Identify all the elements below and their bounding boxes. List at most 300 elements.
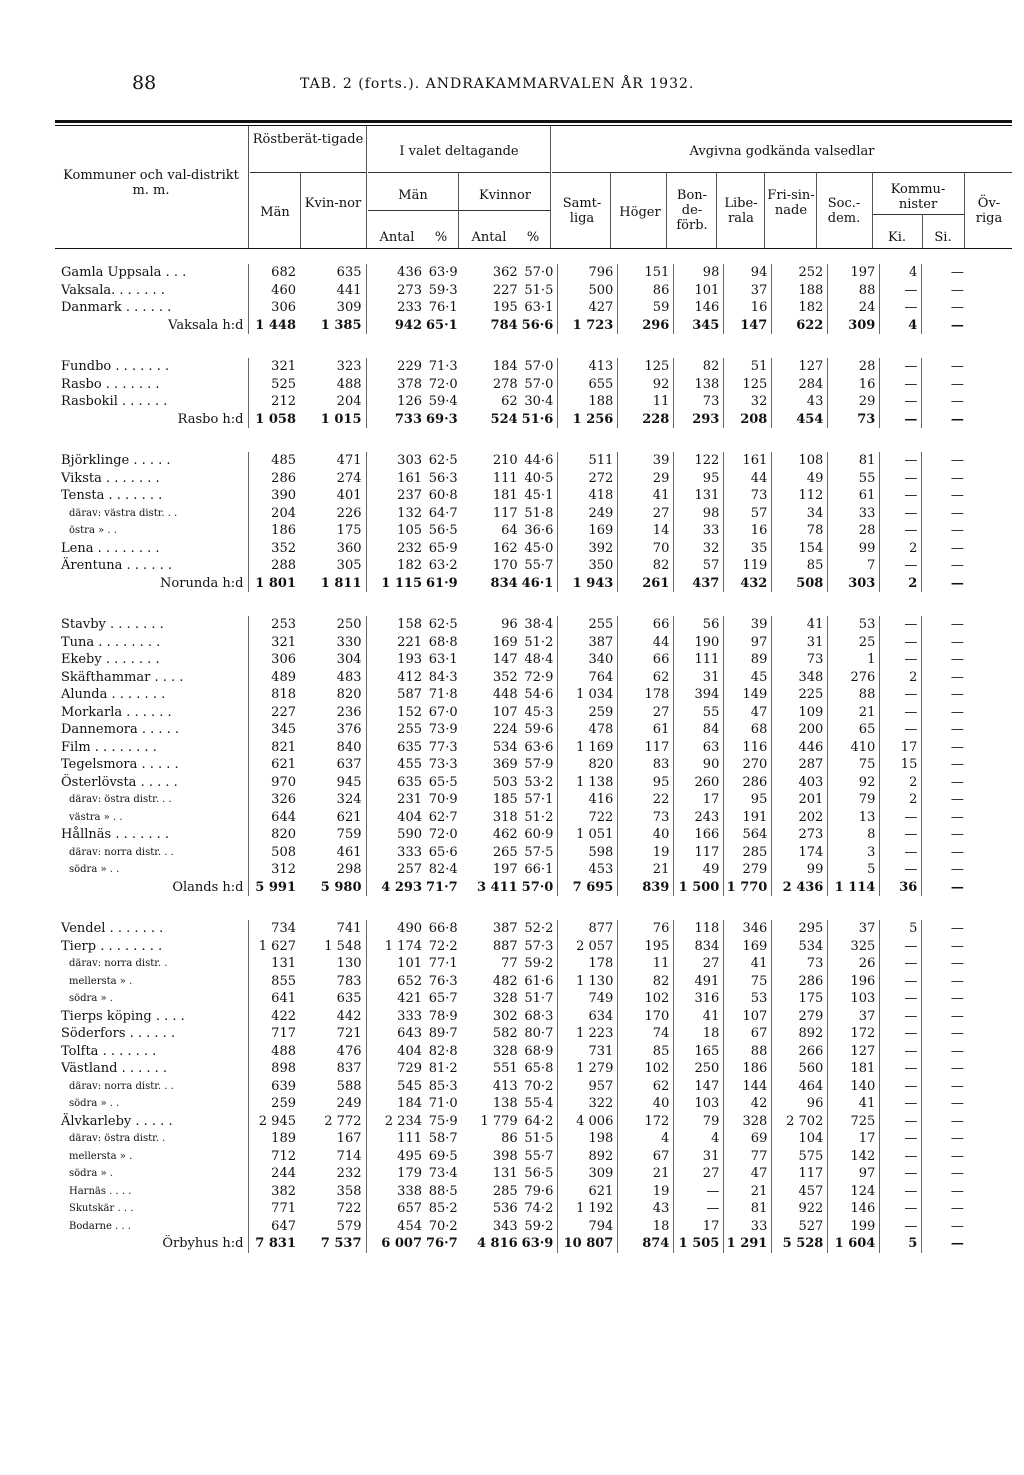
cell-value: —: [880, 282, 922, 300]
cell-value: 86: [501, 1131, 518, 1146]
cell-value: 70·9: [428, 792, 458, 807]
table-row: [55, 826, 968, 844]
cell-value: 874: [618, 1235, 674, 1253]
cell-value: 101: [674, 282, 724, 300]
cell-value: 77: [501, 956, 518, 971]
cell-value: 284: [772, 376, 828, 394]
cell-value: 1 058: [248, 411, 300, 429]
cell-value: 14: [618, 522, 674, 540]
cell-value: 51·5: [524, 1131, 554, 1146]
cell-value: 560: [772, 1060, 828, 1078]
cell-value: 575: [772, 1148, 828, 1166]
cell-value: 41: [618, 487, 674, 505]
cell-value: 325: [828, 938, 880, 956]
cell-value: 326: [248, 791, 300, 809]
cell-value: —: [880, 358, 922, 376]
cell-value: 1 448: [248, 317, 300, 335]
cell-value: 154: [772, 540, 828, 558]
cell-value: 877: [558, 920, 618, 938]
cell-value: —: [922, 1060, 968, 1078]
header-kommun: Kommuner och val-distrikt m. m.: [63, 168, 239, 198]
cell-value: 62: [618, 1078, 674, 1096]
cell-value: —: [922, 861, 968, 879]
cell-value: 82: [674, 358, 724, 376]
table-row-total: [55, 575, 968, 593]
district-name: därav: norra distr. . .: [69, 846, 174, 858]
cell-value: 2 234: [366, 1113, 426, 1131]
cell-value: 185: [492, 792, 518, 807]
cell-value: 454: [366, 1218, 426, 1236]
cell-value: 309: [558, 1165, 618, 1183]
cell-value: 508: [248, 844, 300, 862]
cell-value: 345: [674, 317, 724, 335]
district-name: Ekeby . . . . . . .: [61, 652, 160, 667]
cell-value: 410: [828, 739, 880, 757]
cell-value: —: [922, 411, 968, 429]
cell-value: 179: [366, 1165, 426, 1183]
table-row: [55, 393, 968, 411]
cell-value: 64: [501, 523, 518, 538]
header-rule: [368, 172, 550, 173]
table-row: [55, 756, 968, 774]
district-name: Vaksala h:d: [168, 317, 244, 333]
cell-value: 165: [674, 1043, 724, 1061]
cell-value: 39: [618, 452, 674, 470]
cell-value: 1 291: [724, 1235, 772, 1253]
cell-value: 1 723: [558, 317, 618, 335]
cell-value: 79·6: [524, 1183, 554, 1199]
district-name: Tierps köping . . . .: [61, 1008, 185, 1024]
cell-value: 250: [336, 617, 362, 632]
district-name: Älvkarleby . . . . .: [61, 1113, 173, 1129]
header-samtliga: Samt-liga: [562, 196, 602, 226]
header-divider: [366, 126, 367, 248]
cell-value: 233: [366, 299, 426, 317]
cell-value: —: [880, 1165, 922, 1183]
cell-value: 188: [558, 393, 618, 411]
cell-value: 42: [724, 1095, 772, 1113]
cell-value: 227: [248, 704, 300, 722]
cell-value: 33: [674, 522, 724, 540]
cell-value: 55·7: [524, 1148, 554, 1164]
cell-value: 534: [772, 938, 828, 956]
cell-value: 287: [772, 756, 828, 774]
cell-value: —: [880, 1218, 922, 1236]
cell-value: 21: [724, 1183, 772, 1201]
cell-value: 44·6: [524, 453, 554, 468]
cell-value: 942: [366, 317, 426, 335]
table-row: [55, 1043, 968, 1061]
header-socdem: Soc.-dem.: [827, 196, 861, 226]
cell-value: 346: [724, 920, 772, 938]
header-kvinnor: Kvin-nor: [304, 196, 362, 211]
cell-value: 1 505: [674, 1235, 724, 1253]
cell-value: 350: [558, 557, 618, 575]
cell-value: 19: [618, 1183, 674, 1201]
cell-value: 784: [490, 317, 518, 333]
cell-value: 1 114: [828, 879, 880, 897]
cell-value: 74: [618, 1025, 674, 1043]
cell-value: 80·7: [524, 1026, 554, 1041]
cell-value: 73·4: [428, 1166, 458, 1181]
header-rule: [552, 172, 1012, 173]
cell-value: 75: [828, 756, 880, 774]
cell-value: 190: [674, 634, 724, 652]
cell-value: 63·1: [428, 652, 458, 667]
cell-value: 490: [366, 920, 426, 938]
cell-value: 81: [724, 1200, 772, 1218]
cell-value: 621: [336, 809, 362, 825]
cell-value: 111: [492, 470, 518, 486]
cell-value: 151: [618, 264, 674, 282]
cell-value: 464: [772, 1078, 828, 1096]
header-avgivna: Avgivna godkända valsedlar: [689, 144, 875, 159]
cell-value: 41: [674, 1008, 724, 1026]
cell-value: 27: [674, 1165, 724, 1183]
cell-value: —: [922, 1200, 968, 1218]
cell-value: —: [880, 704, 922, 722]
table-row-subdistrict: [55, 1218, 968, 1236]
cell-value: 525: [248, 376, 300, 394]
header-divider: [716, 172, 717, 248]
district-name: Norunda h:d: [160, 575, 244, 591]
cell-value: 21: [828, 704, 880, 722]
cell-value: 92: [828, 774, 880, 792]
table-row: [55, 487, 968, 505]
cell-value: 293: [674, 411, 724, 429]
cell-value: —: [922, 809, 968, 827]
cell-value: 957: [558, 1078, 618, 1096]
cell-value: 62: [618, 669, 674, 687]
cell-value: 47: [724, 1165, 772, 1183]
cell-value: 1: [828, 651, 880, 669]
header-rule: [250, 172, 366, 173]
cell-value: 178: [558, 955, 618, 973]
cell-value: 43: [772, 393, 828, 411]
district-name: Lena . . . . . . . .: [61, 540, 160, 556]
header-rule: [368, 210, 550, 211]
cell-value: 69·3: [426, 411, 458, 427]
cell-value: 30·4: [524, 394, 554, 409]
cell-value: 66·1: [524, 862, 554, 877]
table-row-subdistrict: [55, 1130, 968, 1148]
cell-value: 17: [674, 1218, 724, 1236]
header-divider: [764, 172, 765, 248]
cell-value: 309: [336, 300, 362, 315]
cell-value: 41: [724, 955, 772, 973]
cell-value: 376: [336, 722, 362, 737]
cell-value: 422: [248, 1008, 300, 1026]
cell-value: 4 816: [476, 1236, 518, 1251]
cell-value: 2: [880, 540, 922, 558]
cell-value: 330: [336, 634, 362, 650]
cell-value: 62: [501, 394, 518, 409]
district-name: Örbyhus h:d: [162, 1236, 244, 1251]
cell-value: 74·2: [524, 1201, 554, 1216]
cell-value: 892: [558, 1148, 618, 1166]
cell-value: 56·5: [428, 523, 458, 538]
cell-value: 27: [618, 704, 674, 722]
cell-value: 265: [492, 844, 518, 860]
cell-value: 131: [248, 955, 300, 973]
cell-value: 722: [558, 809, 618, 827]
cell-value: 224: [492, 722, 518, 737]
cell-value: —: [922, 317, 968, 335]
cell-value: 44: [618, 634, 674, 652]
cell-value: 101: [366, 955, 426, 973]
cell-value: 41: [828, 1095, 880, 1113]
cell-value: 16: [724, 522, 772, 540]
cell-value: 3: [828, 844, 880, 862]
cell-value: 39: [724, 616, 772, 634]
cell-value: 362: [492, 265, 518, 280]
cell-value: 52·2: [524, 921, 554, 936]
cell-value: 59·2: [524, 956, 554, 971]
cell-value: 1 943: [558, 575, 618, 593]
cell-value: 181: [492, 488, 518, 503]
cell-value: 75·9: [428, 1113, 458, 1129]
cell-value: 1 256: [558, 411, 618, 429]
cell-value: —: [880, 1043, 922, 1061]
cell-value: 273: [772, 826, 828, 844]
cell-value: 27: [674, 955, 724, 973]
cell-value: 76: [618, 920, 674, 938]
cell-value: 274: [336, 470, 362, 486]
cell-value: —: [880, 616, 922, 634]
cell-value: 85: [618, 1043, 674, 1061]
cell-value: 92: [618, 376, 674, 394]
cell-value: —: [880, 1148, 922, 1166]
cell-value: 898: [248, 1060, 300, 1078]
cell-value: 69·5: [428, 1148, 458, 1164]
cell-value: 76·7: [426, 1236, 458, 1251]
district-name: därav: norra distr. . .: [69, 1080, 174, 1092]
cell-value: 285: [724, 844, 772, 862]
page-header: [0, 72, 1024, 102]
cell-value: 102: [618, 1060, 674, 1078]
cell-value: 81·2: [428, 1061, 458, 1076]
header-si: Si.: [934, 230, 952, 245]
cell-value: —: [922, 826, 968, 844]
cell-value: —: [880, 990, 922, 1008]
cell-value: 19: [618, 844, 674, 862]
table-row-subdistrict: [55, 1200, 968, 1218]
cell-value: 421: [366, 990, 426, 1008]
cell-value: 166: [674, 826, 724, 844]
cell-value: 491: [674, 973, 724, 991]
district-name: därav: östra distr. . .: [69, 794, 172, 805]
cell-value: 590: [366, 826, 426, 844]
cell-value: 51·2: [524, 809, 554, 825]
cell-value: 7 695: [558, 879, 618, 897]
cell-value: 10 807: [558, 1235, 618, 1253]
cell-value: —: [922, 990, 968, 1008]
cell-value: 821: [248, 739, 300, 757]
cell-value: 587: [366, 686, 426, 704]
cell-value: 61: [828, 487, 880, 505]
cell-value: 250: [674, 1060, 724, 1078]
cell-value: —: [922, 1218, 968, 1236]
cell-value: 721: [336, 1026, 362, 1041]
header-divider: [458, 172, 459, 248]
table-row-total: [55, 1235, 968, 1253]
cell-value: 55: [674, 704, 724, 722]
cell-value: 59·4: [428, 394, 458, 409]
cell-value: 298: [336, 862, 362, 877]
cell-value: —: [922, 1113, 968, 1131]
cell-value: 733: [366, 411, 426, 429]
row-spacer: [55, 334, 968, 358]
cell-value: 63·1: [524, 300, 554, 315]
cell-value: 67: [724, 1025, 772, 1043]
cell-value: 794: [558, 1218, 618, 1236]
header-rostberattigade: Röstberät-tigade: [252, 132, 364, 147]
cell-value: 99: [828, 540, 880, 558]
cell-value: 485: [248, 452, 300, 470]
cell-value: 536: [492, 1201, 518, 1216]
cell-value: 348: [772, 669, 828, 687]
header-kommunister: Kommu-nister: [890, 182, 946, 212]
district-name: Alunda . . . . . . .: [61, 687, 166, 702]
cell-value: 276: [828, 669, 880, 687]
table-row-subdistrict: [55, 861, 968, 879]
table-body: [55, 264, 968, 1253]
cell-value: 471: [336, 453, 362, 468]
cell-value: —: [922, 540, 968, 558]
cell-value: 387: [558, 634, 618, 652]
cell-value: 1 169: [558, 739, 618, 757]
cell-value: 63·9: [428, 265, 458, 280]
header-pct: %: [434, 230, 448, 245]
cell-value: 657: [366, 1200, 426, 1218]
cell-value: 394: [674, 686, 724, 704]
cell-value: 11: [618, 955, 674, 973]
cell-value: 461: [336, 844, 362, 860]
cell-value: 111: [674, 651, 724, 669]
table-row: [55, 651, 968, 669]
cell-value: 84·3: [428, 669, 458, 685]
cell-value: 621: [248, 756, 300, 774]
cell-value: 13: [828, 809, 880, 827]
cell-value: 460: [248, 282, 300, 300]
table-row: [55, 721, 968, 739]
table-row-subdistrict: [55, 522, 968, 540]
cell-value: 1 801: [248, 575, 300, 593]
cell-value: 427: [558, 299, 618, 317]
cell-value: 1 779: [480, 1113, 518, 1129]
table-row: [55, 634, 968, 652]
cell-value: 7 831: [248, 1235, 300, 1253]
cell-value: 47: [724, 704, 772, 722]
cell-value: 54·6: [524, 687, 554, 702]
district-name: Skäfthammar . . . .: [61, 669, 184, 685]
cell-value: 73·9: [428, 722, 458, 737]
cell-value: —: [922, 452, 968, 470]
cell-value: 682: [248, 264, 300, 282]
cell-value: 255: [366, 721, 426, 739]
header-divider: [964, 172, 965, 248]
cell-value: 95: [618, 774, 674, 792]
cell-value: 77·1: [428, 956, 458, 971]
cell-value: —: [922, 522, 968, 540]
district-name: Bodarne . . .: [69, 1220, 131, 1232]
table-row: [55, 739, 968, 757]
cell-value: 582: [492, 1026, 518, 1041]
cell-value: 413: [492, 1078, 518, 1094]
cell-value: 29: [828, 393, 880, 411]
cell-value: 107: [492, 704, 518, 720]
cell-value: 2 945: [248, 1113, 300, 1131]
cell-value: 76·3: [428, 973, 458, 989]
cell-value: 390: [248, 487, 300, 505]
cell-value: 197: [828, 264, 880, 282]
district-name: Rasbo h:d: [177, 411, 244, 427]
cell-value: 229: [366, 358, 426, 376]
cell-value: 140: [828, 1078, 880, 1096]
cell-value: 321: [248, 358, 300, 376]
district-name: Ärentuna . . . . . .: [61, 558, 172, 573]
cell-value: 488: [336, 376, 362, 392]
cell-value: 551: [492, 1061, 518, 1076]
table-row-subdistrict: [55, 809, 968, 827]
cell-value: 279: [772, 1008, 828, 1026]
cell-value: 125: [618, 358, 674, 376]
cell-value: 73: [674, 393, 724, 411]
header-divider: [610, 172, 611, 248]
cell-value: —: [922, 1078, 968, 1096]
cell-value: 598: [558, 844, 618, 862]
district-name: Österlövsta . . . . .: [61, 774, 178, 790]
cell-value: —: [880, 721, 922, 739]
district-name: därav: norra distr. .: [69, 958, 168, 969]
table-row-subdistrict: [55, 990, 968, 1008]
cell-value: 82·8: [428, 1043, 458, 1059]
table-row-subdistrict: [55, 955, 968, 973]
cell-value: 53: [828, 616, 880, 634]
cell-value: 273: [366, 282, 426, 300]
cell-value: 131: [492, 1166, 518, 1181]
row-spacer: [55, 896, 968, 920]
cell-value: 65·9: [428, 540, 458, 556]
cell-value: 57·0: [521, 879, 554, 895]
table-row-total: [55, 411, 968, 429]
cell-value: —: [922, 920, 968, 938]
cell-value: 1 138: [558, 774, 618, 792]
cell-value: 56·3: [428, 470, 458, 486]
cell-value: 252: [772, 264, 828, 282]
district-name: Björklinge . . . . .: [61, 453, 171, 468]
cell-value: 16: [724, 299, 772, 317]
cell-value: 172: [828, 1025, 880, 1043]
cell-value: 178: [618, 686, 674, 704]
cell-value: 196: [828, 973, 880, 991]
cell-value: 783: [336, 973, 362, 989]
header-divider: [248, 126, 249, 248]
header-divider: [666, 172, 667, 248]
cell-value: 970: [248, 774, 300, 792]
cell-value: —: [880, 1060, 922, 1078]
page-title: TAB. 2 (forts.). ANDRAKAMMARVALEN ÅR 1932.: [300, 76, 695, 92]
cell-value: 55·4: [524, 1096, 554, 1111]
cell-value: —: [922, 1043, 968, 1061]
district-name: Söderfors . . . . . .: [61, 1026, 176, 1041]
cell-value: —: [880, 1078, 922, 1096]
cell-value: 40: [618, 826, 674, 844]
cell-value: 70·2: [428, 1218, 458, 1234]
cell-value: 7 537: [320, 1236, 362, 1251]
cell-value: 184: [492, 359, 518, 374]
page-number: 88: [132, 72, 157, 94]
